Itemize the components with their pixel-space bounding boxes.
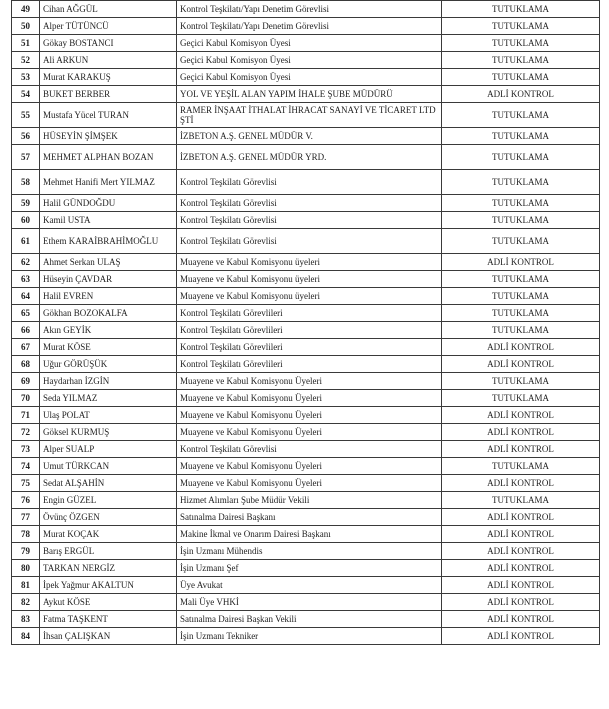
legal-status: ADLİ KONTROL — [442, 526, 600, 543]
table-row — [12, 170, 600, 195]
row-number: 63 — [12, 271, 40, 288]
person-role: RAMER İNŞAAT İTHALAT İHRACAT SANAYİ VE TİCARET LTD ŞTİ — [177, 103, 442, 128]
person-name: Akın GEYİK — [40, 322, 177, 339]
defendants-table — [11, 0, 600, 645]
legal-status: ADLİ KONTROL — [442, 543, 600, 560]
legal-status: TUTUKLAMA — [442, 170, 600, 195]
person-name: Ahmet Serkan ULAŞ — [40, 254, 177, 271]
table-row — [12, 18, 600, 35]
table-row — [12, 543, 600, 560]
person-role: Muayene ve Kabul Komisyonu üyeleri — [177, 254, 442, 271]
legal-status: ADLİ KONTROL — [442, 509, 600, 526]
legal-status: TUTUKLAMA — [442, 18, 600, 35]
person-name: Fatma TAŞKENT — [40, 611, 177, 628]
person-name: Engin GÜZEL — [40, 492, 177, 509]
row-number: 59 — [12, 195, 40, 212]
person-role: Kontrol Teşkilatı Görevlisi — [177, 195, 442, 212]
row-number: 68 — [12, 356, 40, 373]
person-name: Halil GÜNDOĞDU — [40, 195, 177, 212]
legal-status: TUTUKLAMA — [442, 390, 600, 407]
legal-status: TUTUKLAMA — [442, 52, 600, 69]
legal-status: TUTUKLAMA — [442, 103, 600, 128]
legal-status: TUTUKLAMA — [442, 322, 600, 339]
row-number: 54 — [12, 86, 40, 103]
row-number: 53 — [12, 69, 40, 86]
legal-status: TUTUKLAMA — [442, 373, 600, 390]
legal-status: ADLİ KONTROL — [442, 611, 600, 628]
table-row — [12, 145, 600, 170]
legal-status: TUTUKLAMA — [442, 195, 600, 212]
table-row — [12, 390, 600, 407]
table-row — [12, 560, 600, 577]
row-number: 66 — [12, 322, 40, 339]
table-row — [12, 1, 600, 18]
table-row — [12, 577, 600, 594]
legal-status: TUTUKLAMA — [442, 271, 600, 288]
person-role: Muayene ve Kabul Komisyonu Üyeleri — [177, 407, 442, 424]
person-role: Muayene ve Kabul Komisyonu Üyeleri — [177, 373, 442, 390]
person-name: Alper TÜTÜNCÜ — [40, 18, 177, 35]
person-role: Kontrol Teşkilatı Görevlileri — [177, 356, 442, 373]
table-row — [12, 441, 600, 458]
table-row — [12, 288, 600, 305]
legal-status: ADLİ KONTROL — [442, 560, 600, 577]
row-number: 78 — [12, 526, 40, 543]
legal-status: TUTUKLAMA — [442, 35, 600, 52]
row-number: 70 — [12, 390, 40, 407]
person-name: Ulaş POLAT — [40, 407, 177, 424]
person-name: Kamil USTA — [40, 212, 177, 229]
legal-status: TUTUKLAMA — [442, 492, 600, 509]
table-row — [12, 373, 600, 390]
legal-status: ADLİ KONTROL — [442, 628, 600, 645]
legal-status: ADLİ KONTROL — [442, 86, 600, 103]
table-row — [12, 492, 600, 509]
person-name: Murat KARAKUŞ — [40, 69, 177, 86]
table-row — [12, 458, 600, 475]
table-row — [12, 339, 600, 356]
person-role: Mali Üye VHKİ — [177, 594, 442, 611]
table-row — [12, 103, 600, 128]
row-number: 67 — [12, 339, 40, 356]
person-name: Murat KÖSE — [40, 339, 177, 356]
table-row — [12, 628, 600, 645]
table-row — [12, 407, 600, 424]
table-row — [12, 69, 600, 86]
person-name: Ethem KARAİBRAHİMOĞLU — [40, 229, 177, 254]
person-name: Barış ERGÜL — [40, 543, 177, 560]
legal-status: TUTUKLAMA — [442, 1, 600, 18]
row-number: 58 — [12, 170, 40, 195]
person-role: Geçici Kabul Komisyon Üyesi — [177, 69, 442, 86]
legal-status: TUTUKLAMA — [442, 458, 600, 475]
legal-status: ADLİ KONTROL — [442, 577, 600, 594]
person-name: Halil EVREN — [40, 288, 177, 305]
person-name: Aykut KÖSE — [40, 594, 177, 611]
row-number: 82 — [12, 594, 40, 611]
table-row — [12, 611, 600, 628]
person-name: Hüseyin ÇAVDAR — [40, 271, 177, 288]
person-role: Kontrol Teşkilatı Görevlisi — [177, 170, 442, 195]
person-role: İşin Uzmanı Şef — [177, 560, 442, 577]
row-number: 84 — [12, 628, 40, 645]
table-row — [12, 526, 600, 543]
legal-status: ADLİ KONTROL — [442, 424, 600, 441]
person-role: İşin Uzmanı Tekniker — [177, 628, 442, 645]
table-row — [12, 212, 600, 229]
row-number: 81 — [12, 577, 40, 594]
person-role: İZBETON A.Ş. GENEL MÜDÜR YRD. — [177, 145, 442, 170]
table-row — [12, 229, 600, 254]
person-role: İşin Uzmanı Mühendis — [177, 543, 442, 560]
person-name: Uğur GÖRÜŞÜK — [40, 356, 177, 373]
person-role: İZBETON A.Ş. GENEL MÜDÜR V. — [177, 128, 442, 145]
legal-status: ADLİ KONTROL — [442, 407, 600, 424]
legal-status: ADLİ KONTROL — [442, 594, 600, 611]
table-row — [12, 52, 600, 69]
row-number: 55 — [12, 103, 40, 128]
row-number: 64 — [12, 288, 40, 305]
person-role: Muayene ve Kabul Komisyonu Üyeleri — [177, 458, 442, 475]
table-row — [12, 195, 600, 212]
person-name: HÜSEYİN ŞİMŞEK — [40, 128, 177, 145]
row-number: 69 — [12, 373, 40, 390]
row-number: 79 — [12, 543, 40, 560]
table-row — [12, 35, 600, 52]
person-name: BUKET BERBER — [40, 86, 177, 103]
row-number: 60 — [12, 212, 40, 229]
person-name: Seda YILMAZ — [40, 390, 177, 407]
person-role: Geçici Kabul Komisyon Üyesi — [177, 35, 442, 52]
person-name: Gökhan BOZOKALFA — [40, 305, 177, 322]
person-name: Ali ARKUN — [40, 52, 177, 69]
row-number: 49 — [12, 1, 40, 18]
person-role: Muayene ve Kabul Komisyonu üyeleri — [177, 288, 442, 305]
person-role: Kontrol Teşkilatı/Yapı Denetim Görevlisi — [177, 18, 442, 35]
row-number: 83 — [12, 611, 40, 628]
row-number: 62 — [12, 254, 40, 271]
row-number: 74 — [12, 458, 40, 475]
person-role: Üye Avukat — [177, 577, 442, 594]
person-role: Muayene ve Kabul Komisyonu üyeleri — [177, 271, 442, 288]
person-role: Kontrol Teşkilatı Görevlileri — [177, 322, 442, 339]
legal-status: ADLİ KONTROL — [442, 339, 600, 356]
table-row — [12, 305, 600, 322]
person-role: Muayene ve Kabul Komisyonu Üyeleri — [177, 475, 442, 492]
legal-status: TUTUKLAMA — [442, 229, 600, 254]
person-name: İpek Yağmur AKALTUN — [40, 577, 177, 594]
table-row — [12, 509, 600, 526]
row-number: 80 — [12, 560, 40, 577]
person-name: Övünç ÖZGEN — [40, 509, 177, 526]
table-row — [12, 356, 600, 373]
person-name: Umut TÜRKCAN — [40, 458, 177, 475]
person-name: Mehmet Hanifi Mert YILMAZ — [40, 170, 177, 195]
row-number: 51 — [12, 35, 40, 52]
legal-status: TUTUKLAMA — [442, 69, 600, 86]
table-row — [12, 424, 600, 441]
person-role: Muayene ve Kabul Komisyonu Üyeleri — [177, 390, 442, 407]
person-role: Kontrol Teşkilatı Görevlileri — [177, 305, 442, 322]
table-row — [12, 475, 600, 492]
row-number: 75 — [12, 475, 40, 492]
row-number: 71 — [12, 407, 40, 424]
table-row — [12, 271, 600, 288]
row-number: 56 — [12, 128, 40, 145]
row-number: 72 — [12, 424, 40, 441]
person-role: Muayene ve Kabul Komisyonu Üyeleri — [177, 424, 442, 441]
row-number: 50 — [12, 18, 40, 35]
person-name: Göksel KURMUŞ — [40, 424, 177, 441]
table-row — [12, 322, 600, 339]
table-row — [12, 86, 600, 103]
person-name: TARKAN NERGİZ — [40, 560, 177, 577]
legal-status: TUTUKLAMA — [442, 145, 600, 170]
person-role: Satınalma Dairesi Başkanı — [177, 509, 442, 526]
person-role: Kontrol Teşkilatı Görevlisi — [177, 441, 442, 458]
legal-status: ADLİ KONTROL — [442, 475, 600, 492]
table-row — [12, 254, 600, 271]
person-role: YOL VE YEŞİL ALAN YAPIM İHALE ŞUBE MÜDÜRÜ — [177, 86, 442, 103]
legal-status: TUTUKLAMA — [442, 128, 600, 145]
person-role: Kontrol Teşkilatı Görevlisi — [177, 212, 442, 229]
table-row — [12, 594, 600, 611]
person-name: Murat KOÇAK — [40, 526, 177, 543]
row-number: 76 — [12, 492, 40, 509]
person-role: Kontrol Teşkilatı Görevlileri — [177, 339, 442, 356]
person-role: Kontrol Teşkilatı Görevlisi — [177, 229, 442, 254]
person-name: Gökay BOSTANCI — [40, 35, 177, 52]
legal-status: ADLİ KONTROL — [442, 254, 600, 271]
row-number: 73 — [12, 441, 40, 458]
person-name: Sedat ALŞAHİN — [40, 475, 177, 492]
person-name: Haydarhan İZGİN — [40, 373, 177, 390]
person-role: Makine İkmal ve Onarım Dairesi Başkanı — [177, 526, 442, 543]
legal-status: ADLİ KONTROL — [442, 441, 600, 458]
legal-status: TUTUKLAMA — [442, 305, 600, 322]
row-number: 77 — [12, 509, 40, 526]
person-role: Satınalma Dairesi Başkan Vekili — [177, 611, 442, 628]
legal-status: TUTUKLAMA — [442, 212, 600, 229]
person-name: Cihan AĞGÜL — [40, 1, 177, 18]
person-role: Kontrol Teşkilatı/Yapı Denetim Görevlisi — [177, 1, 442, 18]
legal-status: ADLİ KONTROL — [442, 356, 600, 373]
table-row — [12, 128, 600, 145]
row-number: 61 — [12, 229, 40, 254]
table-body — [12, 1, 600, 645]
person-name: Alper SUALP — [40, 441, 177, 458]
person-name: Mustafa Yücel TURAN — [40, 103, 177, 128]
person-role: Geçici Kabul Komisyon Üyesi — [177, 52, 442, 69]
person-name: İhsan ÇALIŞKAN — [40, 628, 177, 645]
person-name: MEHMET ALPHAN BOZAN — [40, 145, 177, 170]
row-number: 57 — [12, 145, 40, 170]
row-number: 65 — [12, 305, 40, 322]
row-number: 52 — [12, 52, 40, 69]
legal-status: TUTUKLAMA — [442, 288, 600, 305]
person-role: Hizmet Alımları Şube Müdür Vekili — [177, 492, 442, 509]
